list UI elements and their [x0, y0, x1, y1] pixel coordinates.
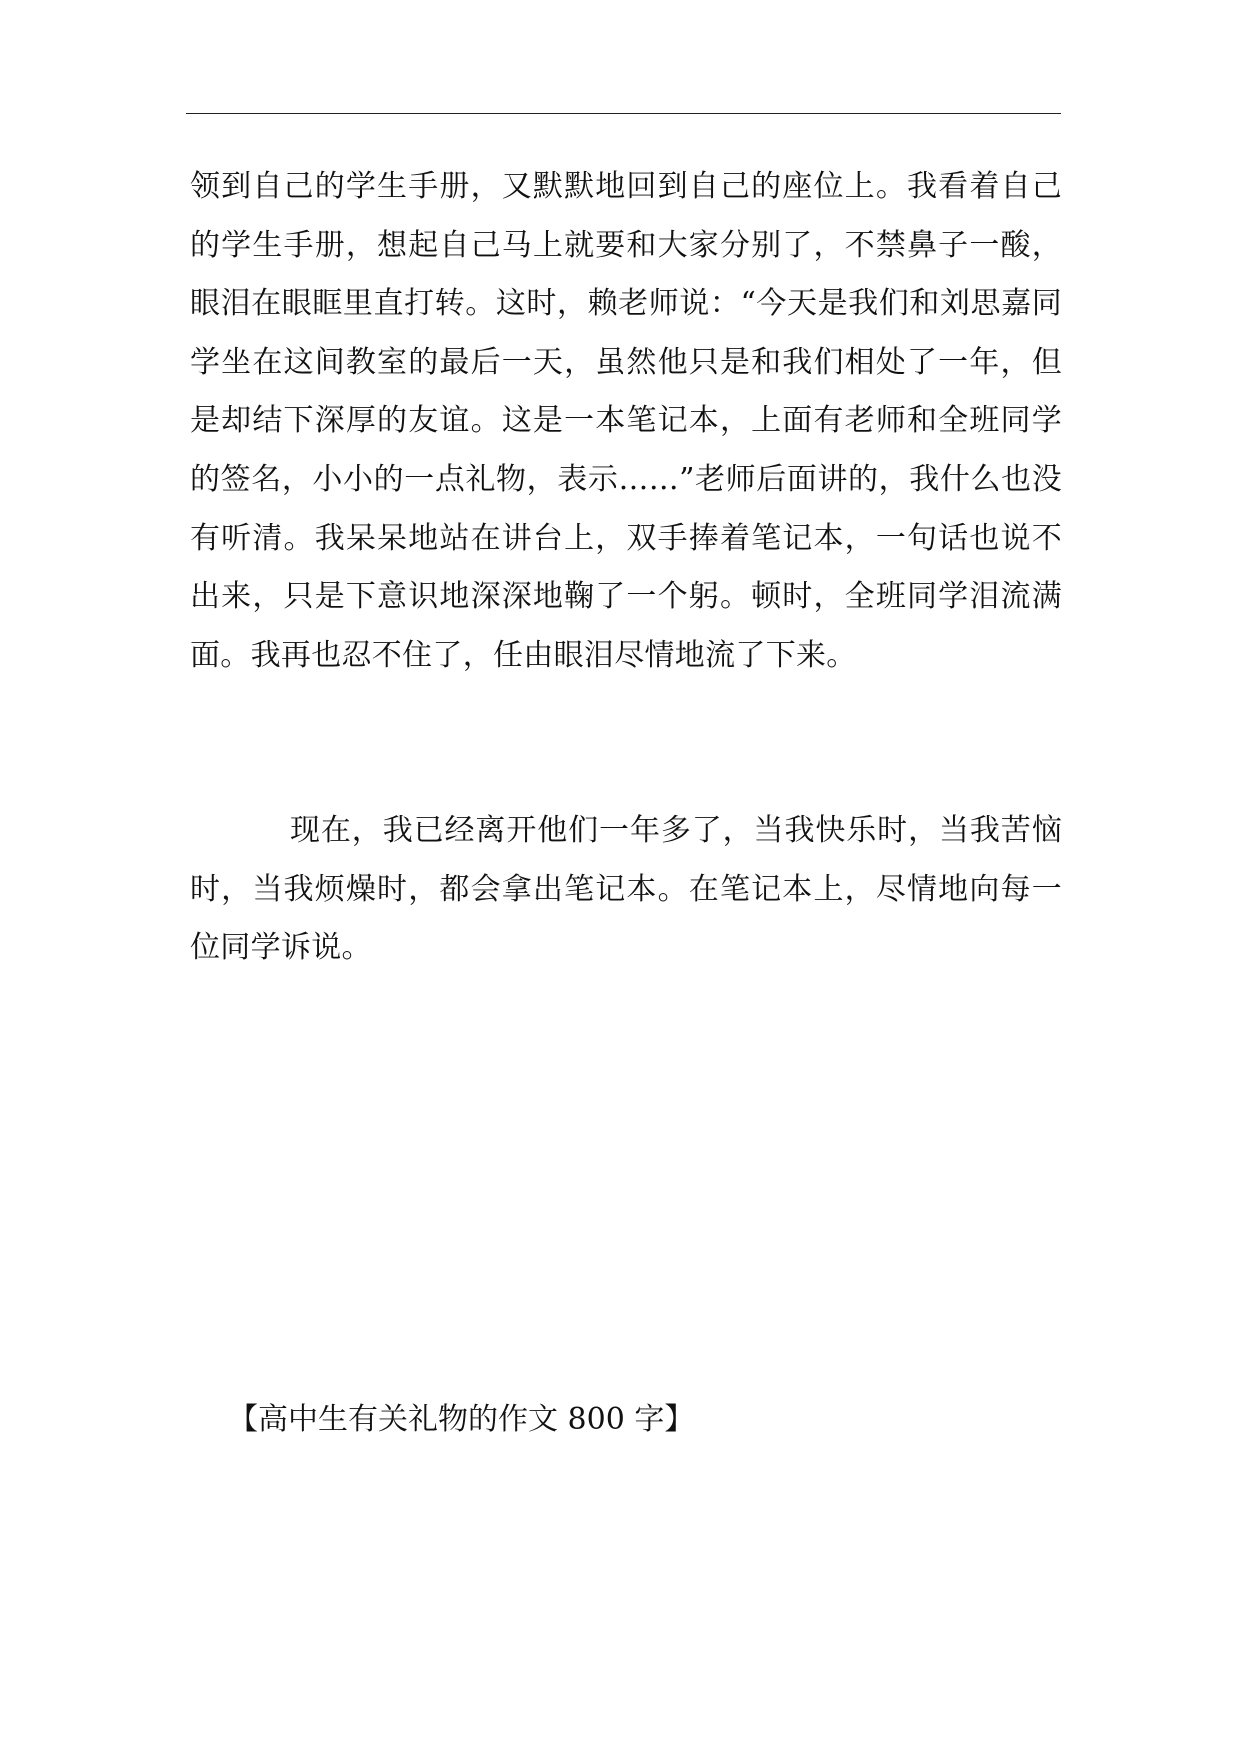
article-title: 【高中生有关礼物的作文 800 字】: [228, 1402, 695, 1437]
header-rule: [186, 113, 1061, 114]
paragraph-1: 领到自己的学生手册，又默默地回到自己的座位上。我看着自己的学生手册，想起自己马上就要和大家分别了，不禁鼻子一酸，眼泪在眼眶里直打转。这时，赖老师说：“今天是我们和刘思嘉同学坐在这间教室的最后一天，虽然他只是和我们相处了一年，但是却结下深厚的友谊。这是一本笔记本，上面有老师和全班同学的签名，小小的一点礼物，表示……”老师后面讲的，我什么也没有听清。我呆呆地站在讲台上，双手捧着笔记本，一句话也说不出来，只是下意识地深深地鞠了一个躬。顿时，全班同学泪流满面。我再也忍不住了，任由眼泪尽情地流了下来。: [190, 169, 1062, 673]
paragraph-2: 现在，我已经离开他们一年多了，当我快乐时，当我苦恼时，当我烦燥时，都会拿出笔记本。在笔记本上，尽情地向每一位同学诉说。: [190, 813, 1062, 966]
